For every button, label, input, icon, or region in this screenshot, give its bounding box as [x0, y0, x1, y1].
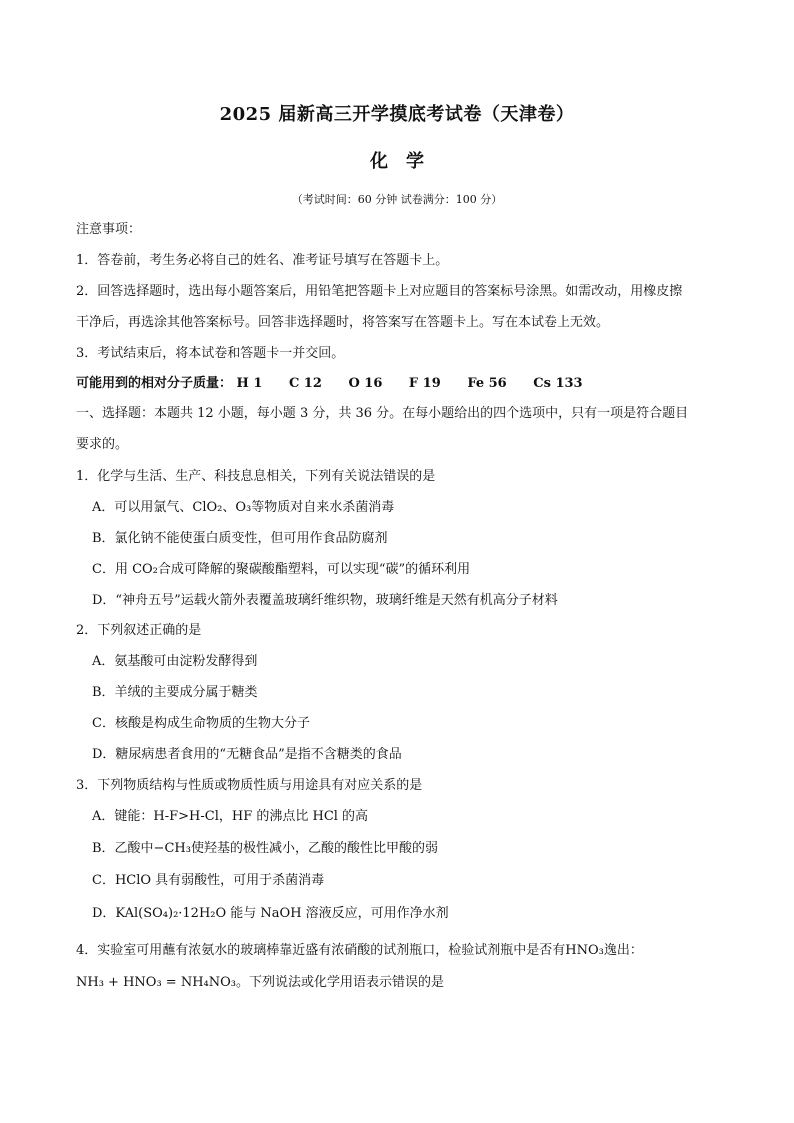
atomic-masses-label: 可能用到的相对分子质量：	[76, 376, 233, 391]
question-option: C．HClO 具有弱酸性，可用于杀菌消毒	[92, 873, 325, 888]
section-heading: 一、选择题：本题共 12 小题，每小题 3 分，共 36 分。在每小题给出的四个选项中，只有一项是符合题目	[76, 406, 689, 421]
question-stem: 1．化学与生活、生产、科技息息相关，下列有关说法错误的是	[76, 469, 436, 484]
question-option: C．用 CO₂合成可降解的聚碳酸酯塑料，可以实现“碳”的循环利用	[92, 562, 471, 577]
atomic-mass-value: F 19	[408, 376, 441, 391]
note-item: 干净后，再选涂其他答案标号。回答非选择题时，将答案写在答题卡上。写在本试卷上无效。	[76, 315, 610, 330]
question-option: B．乙酸中−CH₃使羟基的极性减小，乙酸的酸性比甲酸的弱	[92, 841, 438, 856]
question-stem: 2．下列叙述正确的是	[76, 623, 202, 638]
question-option: B．氯化钠不能使蛋白质变性，但可用作食品防腐剂	[92, 531, 388, 546]
question-option: D．KAl(SO₄)₂·12H₂O 能与 NaOH 溶液反应，可用作净水剂	[92, 906, 449, 921]
question-option: D．糖尿病患者食用的“无糖食品”是指不含糖类的食品	[92, 747, 402, 762]
question-option: A．键能：H-F>H-Cl，HF 的沸点比 HCl 的高	[92, 809, 369, 824]
question-stem: 3．下列物质结构与性质或物质性质与用途具有对应关系的是	[76, 778, 423, 793]
note-item: 2．回答选择题时，选出每小题答案后，用铅笔把答题卡上对应题目的答案标号涂黑。如需改动，用橡皮擦	[76, 284, 683, 299]
exam-time-info: （考试时间：60 分钟 试卷满分：100 分）	[291, 193, 503, 206]
question-stem-cont: NH₃ + HNO₃ = NH₄NO₃。下列说法或化学用语表示错误的是	[76, 975, 444, 990]
atomic-mass-value: C 12	[288, 376, 322, 391]
atomic-mass-value: Cs 133	[533, 376, 583, 391]
question-option: B．羊绒的主要成分属于糖类	[92, 685, 258, 700]
subject-title: 化学	[370, 151, 442, 172]
atomic-mass-value: Fe 56	[467, 376, 507, 391]
note-item: 1．答卷前，考生务必将自己的姓名、准考证号填写在答题卡上。	[76, 253, 449, 268]
question-option: A．氨基酸可由淀粉发酵得到	[92, 654, 258, 669]
atomic-mass-value: O 16	[348, 376, 383, 391]
question-option: D．“神舟五号”运载火箭外表覆盖玻璃纤维织物，玻璃纤维是天然有机高分子材料	[92, 593, 558, 608]
question-stem: 4．实验室可用蘸有浓氨水的玻璃棒靠近盛有浓硝酸的试剂瓶口，检验试剂瓶中是否有HNO₃逸出：	[76, 943, 643, 958]
atomic-masses-line	[76, 375, 726, 393]
question-option: A．可以用氯气、ClO₂、O₃等物质对自来水杀菌消毒	[92, 500, 395, 515]
atomic-mass-value: H 1	[236, 376, 263, 391]
section-heading-cont: 要求的。	[76, 437, 129, 452]
exam-title: 2025 届新高三开学摸底考试卷（天津卷）	[219, 104, 575, 125]
question-option: C．核酸是构成生命物质的生物大分子	[92, 716, 310, 731]
notes-heading: 注意事项：	[76, 222, 142, 237]
note-item: 3．考试结束后，将本试卷和答题卡一并交回。	[76, 346, 345, 361]
